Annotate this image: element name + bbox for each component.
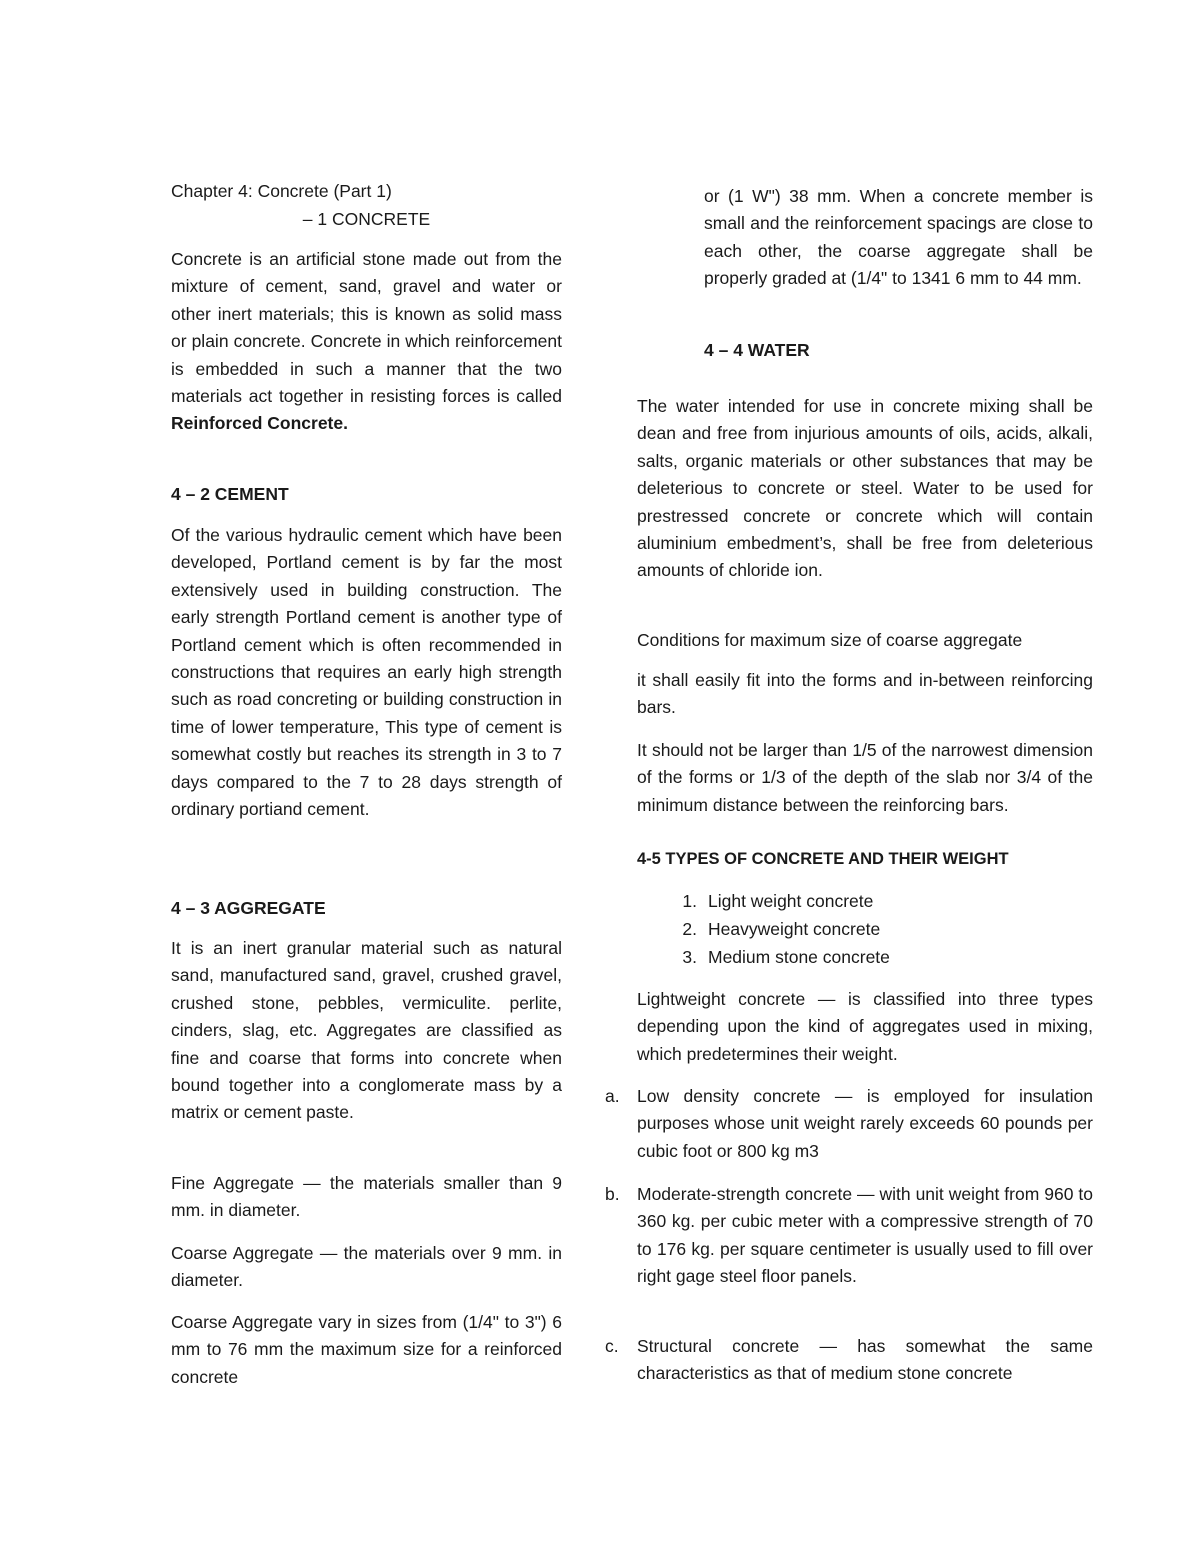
concrete-paragraph	[171, 246, 562, 438]
sub-item-text: Moderate-strength concrete — with unit weight from 960 to 360 kg. per cubic meter with a compressive strength of 70 to 176 kg. per square centimeter is usually used to fill over right gage steel floor panels.	[637, 1184, 1093, 1287]
cement-paragraph: Of the various hydraulic cement which have been developed, Portland cement is by far the most extensively used in building construction. The early strength Portland cement is another type of Portland cement which is often recommended in constructions that requires an early high strength such as road concreting or building construction in time of lower temperature, This type of cement is somewhat costly but reaches its strength in 3 to 7 days compared to the 7 to 28 days strength of ordinary portiand cement.	[171, 525, 562, 820]
sub-item-text: Low density concrete — is employed for insulation purposes whose unit weight rarely exceeds 60 pounds per cubic foot or 800 kg m3	[637, 1086, 1093, 1161]
fine-aggregate-definition: Fine Aggregate — the materials smaller than 9 mm. in diameter.	[171, 1173, 562, 1221]
coarse-aggregate-definition: Coarse Aggregate — the materials over 9 mm. in diameter.	[171, 1243, 562, 1291]
coarse-aggregate-continuation: or (1 W") 38 mm. When a concrete member is small and the reinforcement spacings are close to each other, the coarse aggregate shall be properly graded at (1/4" to 1341 6 mm to 44 mm.	[704, 186, 1093, 289]
list-number: 1.	[682, 891, 697, 911]
sub-item-label: a.	[605, 1086, 620, 1106]
heading-aggregate: 4 – 3 AGGREGATE	[171, 898, 326, 918]
conditions-title: Conditions for maximum size of coarse aggregate	[637, 630, 1023, 650]
list-item	[637, 888, 1093, 916]
sub-item-label: b.	[605, 1184, 620, 1204]
sub-item-text: Structural concrete — has somewhat the same characteristics as that of medium stone concrete	[637, 1336, 1093, 1384]
aggregate-paragraph: It is an inert granular material such as natural sand, manufactured sand, gravel, crushed gravel, crushed stone, pebbles, vermiculite. perlite, cinders, slag, etc. Aggregates are classified as fine and coarse that forms into concrete when bound together into a conglomerate mass by a matrix or cement paste.	[171, 938, 562, 1123]
sub-item-a	[605, 1083, 1093, 1165]
reinforced-concrete-term: Reinforced Concrete.	[171, 413, 348, 434]
condition-size-limit: It should not be larger than 1/5 of the narrowest dimension of the forms or 1/3 of the depth of the slab nor 3/4 of the minimum distance between the reinforcing bars.	[637, 740, 1093, 815]
list-item	[637, 916, 1093, 944]
coarse-aggregate-sizes: Coarse Aggregate vary in sizes from (1/4" to 3") 6 mm to 76 mm the maximum size for a reinforced concrete	[171, 1312, 562, 1387]
list-text: Light weight concrete	[708, 891, 874, 911]
list-text: Heavyweight concrete	[708, 919, 881, 939]
heading-cement: 4 – 2 CEMENT	[171, 484, 289, 504]
concrete-paragraph-text: Concrete is an artificial stone made out from the mixture of cement, sand, gravel and water or other inert materials; this is known as solid mass or plain concrete. Concrete in which reinforcement is embedded in such a manner that the two materials act together in resisting forces is called	[171, 249, 562, 407]
condition-fit: it shall easily fit into the forms and in-between reinforcing bars.	[637, 670, 1093, 718]
sub-item-c	[605, 1333, 1093, 1388]
heading-concrete: – 1 CONCRETE	[302, 209, 431, 229]
heading-types: 4-5 TYPES OF CONCRETE AND THEIR WEIGHT	[637, 850, 1009, 868]
list-text: Medium stone concrete	[708, 947, 890, 967]
list-number: 3.	[682, 947, 697, 967]
lightweight-paragraph: Lightweight concrete — is classified into three types depending upon the kind of aggregates used in mixing, which predetermines their weight.	[637, 989, 1093, 1064]
chapter-title: Chapter 4: Concrete (Part 1)	[171, 181, 392, 201]
sub-item-b	[605, 1181, 1093, 1291]
types-list	[637, 888, 1093, 972]
sub-item-label: c.	[605, 1336, 619, 1356]
heading-water: 4 – 4 WATER	[704, 340, 810, 360]
water-paragraph: The water intended for use in concrete mixing shall be dean and free from injurious amounts of oils, acids, alkali, salts, organic materials or other substances that may be deleterious to concrete or steel. Water to be used for prestressed concrete or concrete which will contain aluminium embedment’s, shall be free from deleterious amounts of chloride ion.	[637, 396, 1093, 581]
list-item	[637, 944, 1093, 972]
list-number: 2.	[682, 919, 697, 939]
